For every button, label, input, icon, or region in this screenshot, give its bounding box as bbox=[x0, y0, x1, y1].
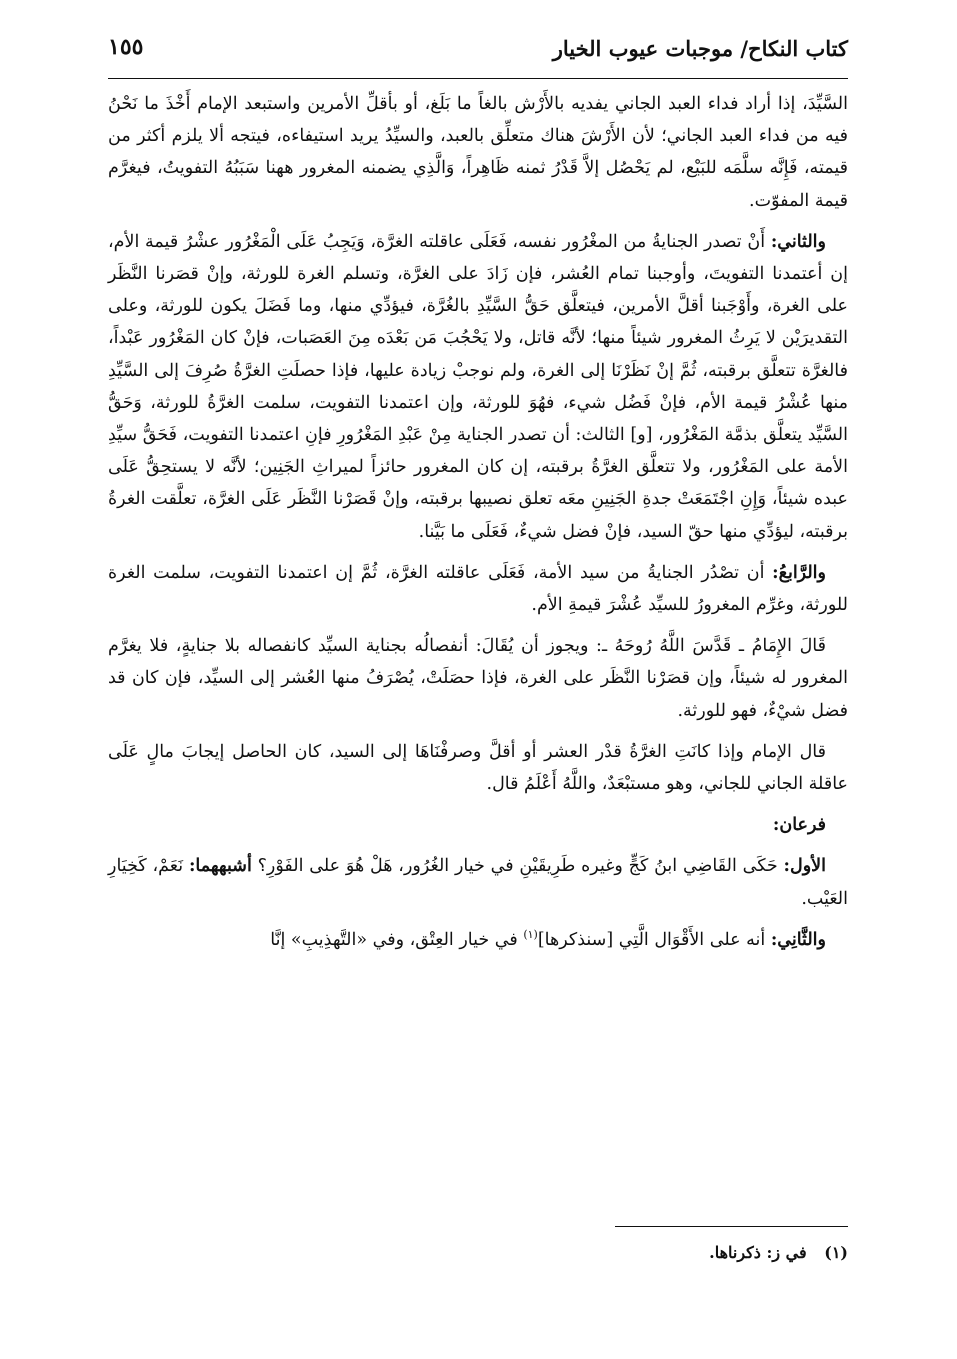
paragraph bbox=[108, 226, 848, 548]
paragraph-text: أن تصْدُر الجنايةُ من سيد الأمة، فَعَلَى عاقلته الغرَّة، ثُمَّ إن اعتمدنا التفويت، سلمت الغرة للورثة، وغرِّم المغرورُ للسيِّد عُشْرَ قيمةِ الأم. bbox=[108, 562, 848, 616]
branch-emphasis: أشبههما: bbox=[188, 856, 252, 877]
footnote-divider bbox=[615, 1226, 848, 1227]
paragraph-lead: والرَّابعُ: bbox=[772, 562, 826, 583]
branch-text: أنه على الأَقْوَال الَّتِي [سنذكرها] bbox=[537, 929, 766, 950]
paragraph-text: قال الإمام وإذا كانَتِ الغرَّةُ قدْر العشر أو أقلَّ وصرفْنَاهَا إلى السيد، كان الحاصل إيجابَ مالٍ عَلَى عاقلة الجاني للجاني، وهو مستبْعَدٌ، واللَّهُ أَعْلَمُ قال. bbox=[108, 741, 848, 795]
branch-text: حَكَى القَاضِي ابنُ كَجٍّ وغيره طَرِيقَيْنِ في خيار الغُرُور، هَلْ هُوَ على الفَوْرِ؟ bbox=[257, 856, 778, 877]
paragraph-lead: والثاني: bbox=[770, 231, 826, 252]
footnote-reference: (١) bbox=[523, 928, 538, 942]
paragraph-text: السَّيِّدَ، إذا أراد فداء العبد الجاني يفديه بالأَرْش بالغاً ما بَلَغ، أو بأقلِّ الأمرين واستبعد الإمام أَخْذَ ما نَحْنُ فيه من فداء العبد الجاني؛ لأن الأَرْشَ هناك متعلِّق بالعبد، والسيِّدُ يريد استيفاءه، فيتجه ألا يلزم أكثر من قيمته، فَإِنَّه سلَّمَه للبَيْع، لم يَحْصُل إلاَّ قَدْرُ ثمنه ظَاهِراً، وَالَّذِي يضمنه المغرور ههنا سَبَبُهُ التفويتُ، فيغرَّم قيمة المفوّت. bbox=[108, 94, 848, 211]
main-text bbox=[108, 88, 848, 965]
section-heading: فرعان: bbox=[772, 815, 826, 836]
paragraph bbox=[108, 736, 848, 800]
footnote-number: (١) bbox=[824, 1243, 848, 1262]
paragraph bbox=[108, 630, 848, 727]
branch-tail: في خيار العِتْق، وفي «التَّهذِيبِ» إنَّا bbox=[270, 929, 518, 950]
branch-lead: الأول: bbox=[783, 856, 826, 877]
footnote bbox=[108, 1240, 848, 1266]
header-divider bbox=[108, 78, 848, 79]
paragraph-text: قَالَ الإِمَامُ ـ قَدَّسَ اللَّهُ رُوحَهُ ـ: ويجوز أن يُقَالَ: أنفصالُه بجناية السيِّد كانفصاله بلا جنايةٍ، فلا يغرَّم المغرور له شيئاً، وإن قصَرْنا النَّظَر على الغرة، فإذا حصَلَتْ، يُصْرَفُ منها العُشر إلى السيِّد، فإن كان قد فضل شيْءٌ، فهو للورثة. bbox=[108, 636, 848, 721]
footnote-text: في ز: ذكرناها. bbox=[709, 1243, 807, 1262]
page-header bbox=[108, 30, 848, 74]
page-number: ١٥٥ bbox=[108, 34, 144, 60]
paragraph bbox=[108, 557, 848, 621]
branch-paragraph bbox=[108, 850, 848, 914]
paragraph-text: أَنْ تصدر الجنايةُ من المغْرُور نفسه، فَعَلَى عاقلته الغرَّة، وَيَجِبُ عَلَى الْمَغْرُور عشْرُ قيمة الأم، إن أعتمدنا التفويتَ، وأوجبنا تمام العُشر، فإن زَادَ على الغرَّة، وتسلم الغرة للورثة، وإنْ قصَرنا النَّظَر على الغرة، وأَوْجَبنا أقلَّ الأمرين، فيتعلَّق حَقُّ السَّيِّدِ بالغُرَّة، فيؤدِّي منها، وما فَضَلَ يكون للورثة، وعلى التقديرَيْن لا يَرِثُ المغرور شيئاً منها؛ لأنَّه قاتل، ولا يَحْجُبَ مَن بَعْدَه مِنَ العَصَبات، فإنْ كان المَغْرُور عَبْداً، فالغرَّة تتعلَّق برقبته، ثُمَّ إنْ نَظَرْنَا إلى الغرة، ولم نوجبْ زيادة عليها، فإذا حصلَتِ الغرَّةُ صُرِفَ إلى السَّيِّدِ منها عُشْرُ قيمة الأم، فإنْ فَضُل شيء، فهُوَ للورثة، وإن اعتمدنا التفويت، سلمت الغرَّةُ للورثة، وَحَقُّ السَّيِّد يتعلَّق بذمَّة المَغْرُور، [و] الثالث: أن تصدر الجناية مِنْ عَبْدِ المَغْرُورِ فإنِ اعتمدنا التفويت، فَحَقُّ سيِّدِ الأمة على المَغْرُور، ولا تتعلَّق الغرَّةُ برقبته، إن كان المغرور حائزاً لميراثِ الجَنِين؛ لأنَّه لا يستحِقُّ عَلَى عبده شيئاً، وَإِنِ اجْتَمَعَتْ جدةِ الجَنِينِ معَه تعلق نصيبها برقبته، وإنْ قَصَرْنا النَّظَر عَلَى الغرَّة، تعلَّقت الغرةُ برقبته، ليؤدِّي منها حقّ السيد، فإنْ فضل شيءٌ، فَعَلَى ما بَيَّنا. bbox=[108, 231, 848, 542]
branch-paragraph bbox=[108, 924, 848, 956]
branch-lead: والثَّانِي: bbox=[770, 929, 826, 950]
paragraph bbox=[108, 88, 848, 217]
running-title: كتاب النكاح/ موجبات عيوب الخيار bbox=[552, 36, 848, 61]
branch-tail: نَعَمْ، كَخِيَارِ العَيْب. bbox=[108, 856, 848, 909]
